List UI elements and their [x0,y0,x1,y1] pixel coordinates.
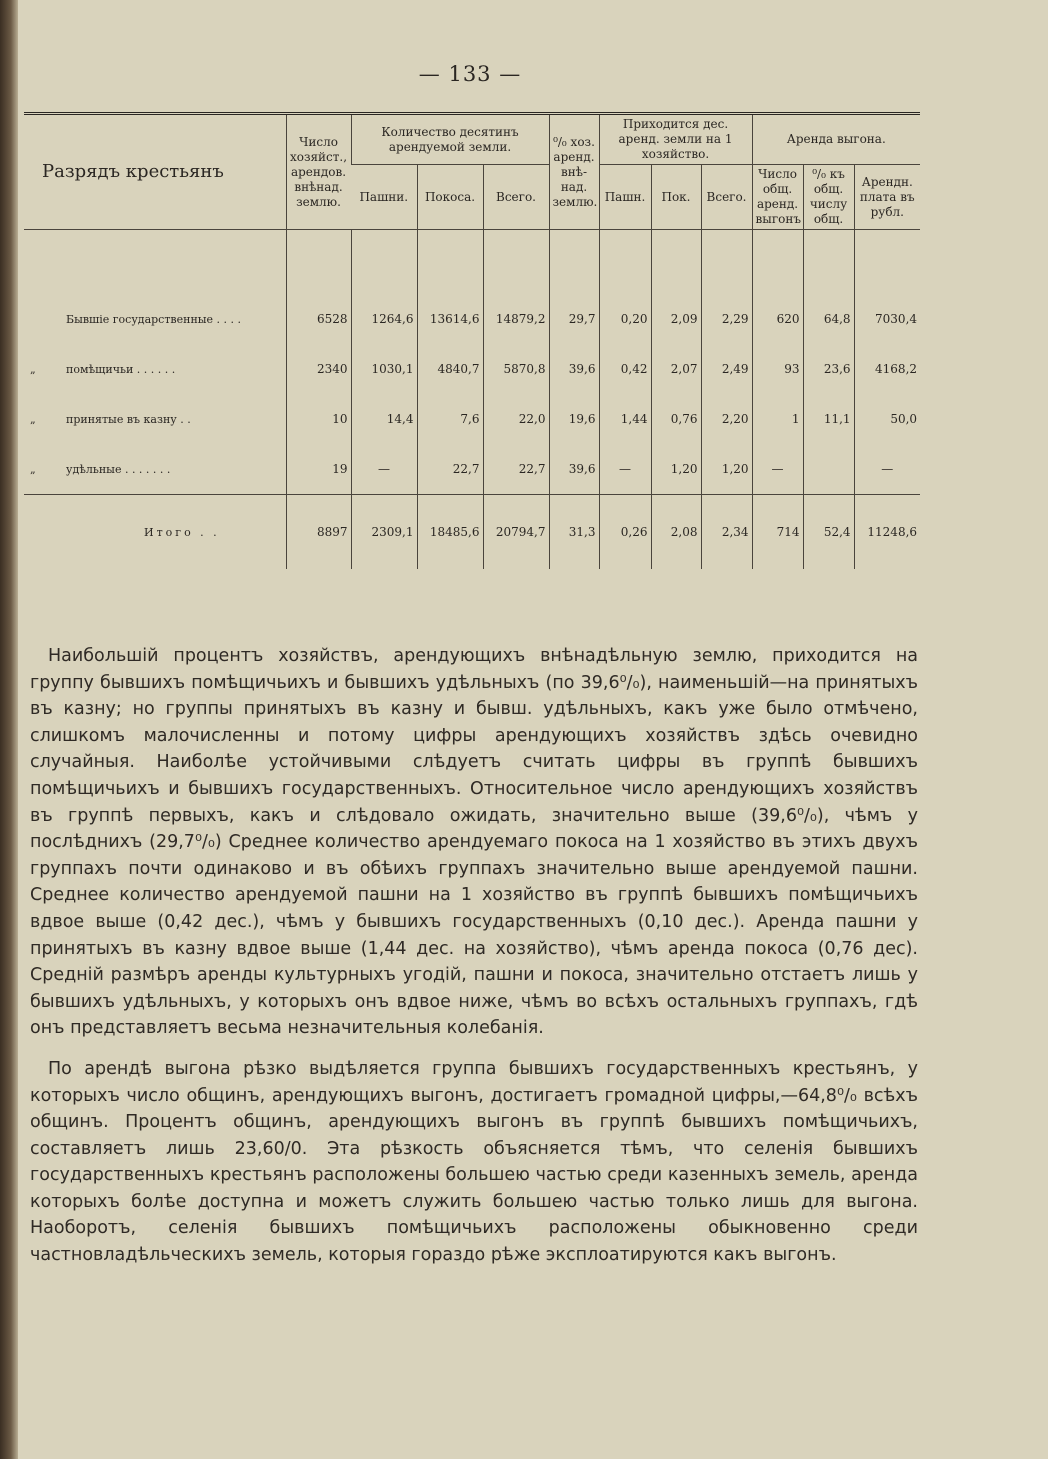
cell-pasture-comm: 1 [752,394,803,444]
total-pasture-pct: 52,4 [803,495,854,570]
header-pasture-group: Аренда выгона. [752,115,920,165]
cell-pasture-comm: 620 [752,294,803,344]
cell-ph-arable: 1,44 [599,394,651,444]
header-ph-arable: Пашн. [599,165,651,230]
row-prefix: „ [30,362,36,376]
cell-pasture-comm: 93 [752,344,803,394]
cell-ph-hay: 0,76 [651,394,701,444]
cell-pct: 29,7 [549,294,599,344]
cell-pasture-pct [803,444,854,495]
cell-arable: 1264,6 [351,294,417,344]
cell-ph-arable: 0,42 [599,344,651,394]
cell-ph-arable: 0,20 [599,294,651,344]
cell-ph-hay: 2,07 [651,344,701,394]
paragraph-1: Наибольшій процентъ хозяйствъ, арендующихъ внѣнадѣльную землю, приходится на группу бывшихъ помѣщичьихъ и бывшихъ удѣльныхъ (по 39,6⁰/₀), наименьшій—на принятыхъ въ казну; но группы принятыхъ въ казну и бывш. удѣльныхъ, какъ уже было отмѣчено, слишкомъ малочисленны и потому цифры арендующихъ хозяйствъ здѣсь очевидно случайныя. Наиболѣе устойчивыми слѣдуетъ считать цифры въ группѣ бывшихъ помѣщичьихъ и бывшихъ государственныхъ. Относительное число арендующихъ хозяйствъ въ группѣ первыхъ, какъ и слѣдовало ожидать, значительно выше (39,6⁰/₀), чѣмъ у послѣднихъ (29,7⁰/₀) Среднее количество арендуемаго покоса на 1 хозяйство въ этихъ двухъ группахъ почти одинаково и въ обѣихъ группахъ значительно выше арендуемой пашни. Среднее количество арендуемой пашни на 1 хозяйство въ группѣ бывшихъ помѣщичьихъ вдвое выше (0,42 дес.), чѣмъ у бывшихъ государственныхъ (0,10 дес.). Аренда пашни у принятыхъ въ казну вдвое выше (1,44 дес. на хозяйство), чѣмъ аренда покоса (0,76 дес). Средній размѣръ аренды культурныхъ угодій, пашни и покоса, значительно отстаетъ лишь у бывшихъ удѣльныхъ, у которыхъ онъ вдвое ниже, чѣмъ во всѣхъ остальныхъ группахъ, гдѣ онъ представляетъ весьма незначительныя колебанія. [30,646,918,1039]
cell-hay: 4840,7 [417,344,483,394]
cell-pasture-rent: 4168,2 [854,344,920,394]
header-pasture-rent: Арендн. плата въ рубл. [854,165,920,230]
header-pasture-pct: ⁰/₀ къ общ. числу общ. [803,165,854,230]
table-row [24,444,920,495]
cell-total: 14879,2 [483,294,549,344]
row-prefix: „ [30,462,36,476]
total-households: 8897 [286,495,351,570]
header-land-hay: Покоса. [417,165,483,230]
cell-ph-total: 2,49 [701,344,752,394]
row-dots: . . . . . . [133,362,176,376]
lease-table [24,115,920,569]
total-ph-arable: 0,26 [599,495,651,570]
cell-pasture-pct: 23,6 [803,344,854,394]
cell-pasture-rent: — [854,444,920,495]
row-label-text: принятые въ казну [66,412,177,426]
cell-ph-total: 2,20 [701,394,752,444]
row-label-text: помѣщичьи [66,362,134,376]
cell-pct: 39,6 [549,344,599,394]
cell-arable: 14,4 [351,394,417,444]
cell-pasture-comm: — [752,444,803,495]
row-label-text: удѣльные [66,462,122,476]
cell-hay: 13614,6 [417,294,483,344]
cell-ph-hay: 1,20 [651,444,701,495]
header-households: Число хозяйст., арендов. внѣнад. землю. [286,115,351,230]
header-ph-hay: Пок. [651,165,701,230]
paragraph-2: По арендѣ выгона рѣзко выдѣляется группа бывшихъ государственныхъ крестьянъ, у которыхъ число общинъ, арендующихъ выгонъ, достигаетъ громадной цифры,—64,8⁰/₀ всѣхъ общинъ. Процентъ общинъ, арендующихъ выгонъ въ группѣ бывшихъ помѣщичьихъ, составляетъ лишь 23,60/0. Эта рѣзкость объясняется тѣмъ, что селенія бывшихъ государственныхъ крестьянъ расположены большею частью среди казенныхъ земель, аренда которыхъ болѣе доступна и можетъ служить большею частью только лишь для выгона. Наоборотъ, селенія бывшихъ помѣщичьихъ расположены обыкновенно среди частновладѣльческихъ земель, которыя гораздо рѣже эксплоатируются какъ выгонъ. [30,1058,918,1266]
row-label [24,394,286,444]
cell-pasture-pct: 11,1 [803,394,854,444]
header-ph-total: Всего. [701,165,752,230]
cell-ph-hay: 2,09 [651,294,701,344]
header-land-total: Всего. [483,165,549,230]
row-dots: . . [176,412,191,426]
header-land-group: Количество десятинъ арендуемой земли. [351,115,549,165]
cell-total: 5870,8 [483,344,549,394]
row-prefix: „ [30,412,36,426]
header-pct-households: ⁰/₀ хоз. аренд. внѣ-над. землю. [549,115,599,230]
total-hay: 18485,6 [417,495,483,570]
cell-arable: — [351,444,417,495]
total-label: Итого . . [24,495,286,570]
book-spine [0,0,18,1459]
cell-hay: 22,7 [417,444,483,495]
cell-pct: 19,6 [549,394,599,444]
row-label [24,344,286,394]
row-label-text: Бывшіе государственные [66,312,214,326]
row-label [24,294,286,344]
page-number: — 133 — [418,62,522,86]
row-dots: . . . . . . . [121,462,171,476]
cell-pct: 39,6 [549,444,599,495]
cell-households: 10 [286,394,351,444]
total-total: 20794,7 [483,495,549,570]
total-pct: 31,3 [549,495,599,570]
cell-ph-arable: — [599,444,651,495]
row-dots: . . . . [213,312,242,326]
cell-ph-total: 1,20 [701,444,752,495]
table-spacer [24,230,920,295]
total-ph-total: 2,34 [701,495,752,570]
statistics-table [24,112,920,569]
table-row [24,394,920,444]
header-per-household-group: Приходится дес. аренд. земли на 1 хозяйство. [599,115,752,165]
cell-pasture-pct: 64,8 [803,294,854,344]
total-ph-hay: 2,08 [651,495,701,570]
cell-hay: 7,6 [417,394,483,444]
cell-total: 22,0 [483,394,549,444]
body-text [30,643,918,1283]
row-label [24,444,286,495]
cell-arable: 1030,1 [351,344,417,394]
table-total-row [24,495,920,570]
table-row [24,294,920,344]
cell-households: 6528 [286,294,351,344]
cell-households: 2340 [286,344,351,394]
cell-ph-total: 2,29 [701,294,752,344]
cell-pasture-rent: 50,0 [854,394,920,444]
cell-pasture-rent: 7030,4 [854,294,920,344]
cell-total: 22,7 [483,444,549,495]
cell-households: 19 [286,444,351,495]
header-land-arable: Пашни. [351,165,417,230]
table-row [24,344,920,394]
header-category: Разрядъ крестьянъ [24,115,286,230]
total-pasture-rent: 11248,6 [854,495,920,570]
header-pasture-communities: Число общ. аренд. выгонъ [752,165,803,230]
total-arable: 2309,1 [351,495,417,570]
total-pasture-comm: 714 [752,495,803,570]
